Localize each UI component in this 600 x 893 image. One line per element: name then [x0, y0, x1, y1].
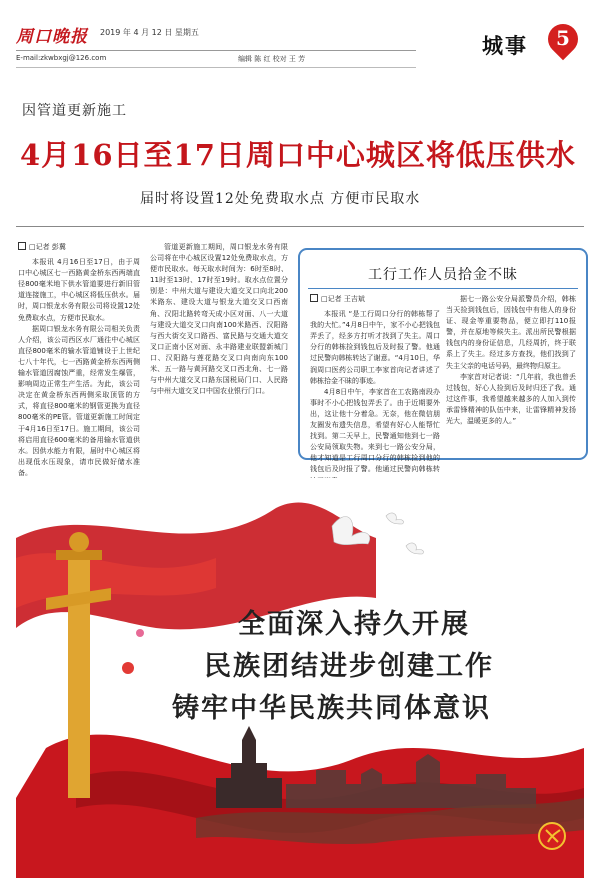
- dove-small-2: [406, 543, 424, 554]
- sidebar-paragraph: 李家首对记者说：“几年前，我也曾丢过钱包，好心人捡到后及时归还了我。通过这件事，我希望越来越多的人加入到传承雷锋精神的队伍中来，让雷锋精神发扬光大，温暖更多的人。”: [446, 372, 576, 426]
- masthead-email: E-mail:zkwbxgj@126.com: [16, 54, 107, 62]
- banner-line-3: 铸牢中华民族共同体意识: [172, 693, 491, 724]
- article-kicker: 因管道更新施工: [22, 103, 127, 119]
- sidebar-column-1: [310, 294, 440, 474]
- article-column-2: [150, 242, 288, 474]
- article-paragraph: 据周口银龙水务有限公司相关负责人介绍，该公司西区水厂通往中心城区直径800毫米的输水管道铺设于上世纪七八十年代，七一西路黄金桥东西两侧输水管道因腐蚀严重，经常发生爆管，影响周边正常生产生活。为此，该公司决定在黄金桥东西两侧采取顶管的方式，将直径800毫米的钢管更换为直径800毫米的PE管。管道更新施工时间定于4月16日至17日。施工期间，该公司将启用直径600毫米的备用输水管道供水。因供水能力有限，届时中心城区将出现低水压现象，请市民做好储水准备。: [18, 324, 140, 477]
- sidebar-paragraph: 本报讯 “是工行周口分行的韩栋帮了我的大忙。”4月8日中午，家不小心把钱包弄丢了，经多方打听才找到了失主。周口分行的韩栋捡到钱包后及时报了警。他通过民警向韩栋转达了谢意。“4月10日，华润周口医药公司职工李家首向记者讲述了韩栋拾金不昧的事迹。: [310, 310, 440, 385]
- page-number: 5: [556, 26, 570, 50]
- masthead-rule: [16, 50, 416, 51]
- headline-divider: [16, 226, 584, 227]
- sidebar-byline: □记者 王吉斌: [310, 294, 440, 305]
- article-paragraph: 本报讯 4月16日至17日，由于周口中心城区七一西路黄金桥东西两端直径800毫米地下供水管道要进行新旧管道连接施工，中心城区将低压供水。届时，周口银龙水务有限公司将设置12处免费取水点，方便市民取水。: [18, 258, 140, 322]
- flower-red: [122, 662, 134, 674]
- sidebar-story-box: [298, 248, 588, 474]
- unity-banner: [16, 478, 584, 878]
- article-paragraph: 管道更新施工期间，周口银龙水务有限公司将在中心城区设置12处免费取水点，方便市民取水。每天取水时间为：6时至8时、11时至13时、17时至19时。取水点位置分别是：中州大道与建设大道交叉口向北200米路东、建设大道与银龙大道交叉口西南角、汉阳北路转弯天成小区对面、八一大道与建设大道交叉口向南100米路西、汉阳路与西大街交叉口路西、富民路与交通大道交叉口正南小区对面、永丰路建业联盟新城门口、汉阳路与莲花路交叉口向南向东100米、五一路与黄河路交叉口西北角、七一路与中州大道交叉口路东国税局门口、人民路与中州大道交叉口中国农业银行门口。: [150, 243, 288, 396]
- dove-small-1: [386, 513, 404, 524]
- article-headline: 4月16日至17日周口中心城区将低压供水: [20, 138, 576, 172]
- dove-large: [332, 517, 370, 545]
- article-subheadline: 届时将设置12处免费取水点 方便市民取水: [140, 191, 421, 207]
- section-name: 城事: [482, 33, 528, 58]
- article-column-1: [18, 242, 140, 477]
- masthead-rule-2: [16, 67, 416, 68]
- sidebar-title-rule: [308, 288, 578, 289]
- issue-date: 2019 年 4 月 12 日 星期五: [100, 28, 199, 37]
- banner-line-2: 民族团结进步创建工作: [204, 651, 494, 682]
- sidebar-story-title: 工行工作人员拾金不昧: [368, 267, 518, 283]
- sidebar-paragraph: 4月8日中午，李家首在工农路南段办事时不小心把钱包弄丢了。由于近期要外出，这让他十分着急。无奈，他在微信朋友圈发布遗失信息，希望有好心人能帮忙找到。第二天早上，民警通知他到七一路公安局领取失物。来到七一路公安分局，他才知道是工行周口分行的韩栋捡到他的钱包后及时报了警。他通过民警向韩栋转: [310, 387, 440, 474]
- huabiao-beast: [69, 532, 89, 552]
- sidebar-column-2: [446, 294, 576, 452]
- banner-line-1: 全面深入持久开展: [238, 609, 470, 640]
- masthead-editors: 编辑 陈 红 校对 王 芳: [238, 55, 306, 63]
- masthead: [0, 0, 600, 92]
- newspaper-logo: 周口晚报: [16, 27, 88, 47]
- flower-pink: [136, 629, 144, 637]
- article-byline: □记者 彭冀: [18, 242, 140, 253]
- sidebar-paragraph: 据七一路公安分局派警员介绍，韩栋当天捡到钱包后，因钱包中有他人的身份证、现金等重要物品，便立即打110报警，并在原地等候失主。派出所民警根据钱包内的身份证信息，几经周折，终于联系上了失主。经过多方查找，他们找到了失主父亲的电话号码，最终物归原主。: [446, 295, 576, 370]
